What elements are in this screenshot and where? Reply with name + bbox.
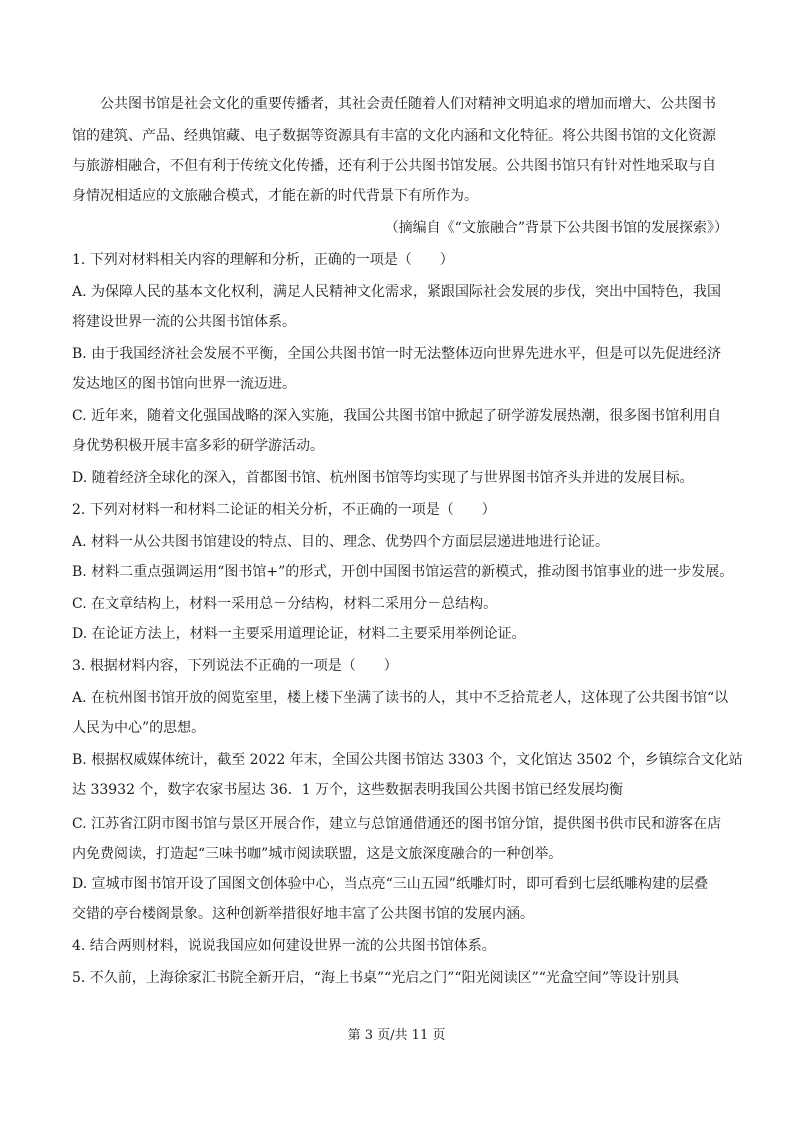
passage-line-3: 与旅游相融合，不但有利于传统文化传播，还有利于公共图书馆发展。公共图书馆只有针对性地采取与自 <box>72 158 716 174</box>
question-1-option-a-line-2: 将建设世界一流的公共图书馆体系。 <box>72 314 296 330</box>
passage-line-4: 身情况相适应的文旅融合模式，才能在新的时代背景下有所作为。 <box>72 188 478 204</box>
question-3-stem: 3. 根据材料内容，下列说法不正确的一项是（ ） <box>72 658 398 674</box>
question-3-option-d-line-1: D. 宣城市图书馆开设了国图文创体验中心，当点亮“三山五园”纸雕灯时，即可看到七层纸雕构建的层叠 <box>72 876 708 892</box>
question-3-option-c-line-1: C. 江苏省江阴市图书馆与景区开展合作，建立与总馆通借通还的图书馆分馆，提供图书供市民和游客在店 <box>72 816 722 832</box>
question-5-stem: 5. 不久前，上海徐家汇书院全新开启，“海上书桌”“光启之门”“阳光阅读区”“光盒空间”等设计别具 <box>72 970 680 986</box>
question-3-option-b-line-2: 达 33932 个，数字农家书屋达 36．1 万个，这些数据表明我国公共图书馆已经发展均衡 <box>72 782 624 798</box>
question-2-option-c: C. 在文章结构上，材料一采用总－分结构，材料二采用分－总结构。 <box>72 596 498 612</box>
question-3-option-b-line-1: B. 根据权威媒体统计，截至 2022 年末，全国公共图书馆达 3303 个，文化馆达 3502 个，乡镇综合文化站 <box>72 752 743 768</box>
question-1-option-a-line-1: A. 为保障人民的基本文化权利，满足人民精神文化需求，紧跟国际社会发展的步伐，突出中国特色，我国 <box>72 284 722 300</box>
question-1-option-b-line-1: B. 由于我国经济社会发展不平衡，全国公共图书馆一时无法整体迈向世界先进水平，但是可以先促进经济 <box>72 346 722 362</box>
question-1-option-d: D. 随着经济全球化的深入，首都图书馆、杭州图书馆等均实现了与世界图书馆齐头并进的发展目标。 <box>72 470 694 486</box>
question-3-option-d-line-2: 交错的亭台楼阁景象。这种创新举措很好地丰富了公共图书馆的发展内涵。 <box>72 906 534 922</box>
passage-line-1: 公共图书馆是社会文化的重要传播者，其社会责任随着人们对精神文明追求的增加而增大、公共图书 <box>72 96 716 112</box>
question-1-option-b-line-2: 发达地区的图书馆向世界一流迈进。 <box>72 376 296 392</box>
question-2-stem: 2. 下列对材料一和材料二论证的相关分析，不正确的一项是（ ） <box>72 502 496 518</box>
question-1-option-c-line-1: C. 近年来，随着文化强国战略的深入实施，我国公共图书馆中掀起了研学游发展热潮，很多图书馆利用自 <box>72 408 722 424</box>
question-2-option-d: D. 在论证方法上，材料一主要采用道理论证，材料二主要采用举例论证。 <box>72 626 526 642</box>
question-2-option-a: A. 材料一从公共图书馆建设的特点、目的、理念、优势四个方面层层递进地进行论证。 <box>72 534 610 550</box>
passage-source: （摘编自《“文旅融合”背景下公共图书馆的发展探索》） <box>384 220 728 236</box>
question-4-stem: 4. 结合两则材料，说说我国应如何建设世界一流的公共图书馆体系。 <box>72 938 496 954</box>
question-1-option-c-line-2: 身优势积极开展丰富多彩的研学游活动。 <box>72 438 324 454</box>
question-3-option-c-line-2: 内免费阅读，打造起“三味书咖”城市阅读联盟，这是文旅深度融合的一种创举。 <box>72 846 563 862</box>
page-number-footer: 第 3 页/共 11 页 <box>347 1028 446 1043</box>
passage-line-2: 馆的建筑、产品、经典馆藏、电子数据等资源具有丰富的文化内涵和文化特征。将公共图书馆的文化资源 <box>72 128 716 144</box>
question-1-stem: 1. 下列对材料相关内容的理解和分析，正确的一项是（ ） <box>72 252 454 268</box>
question-3-option-a-line-2: 人民为中心”的思想。 <box>72 720 206 736</box>
question-3-option-a-line-1: A. 在杭州图书馆开放的阅览室里，楼上楼下坐满了读书的人，其中不乏拾荒老人，这体现了公共图书馆“以 <box>72 690 729 706</box>
question-2-option-b: B. 材料二重点强调运用“图书馆+”的形式，开创中国图书馆运营的新模式，推动图书馆事业的进一步发展。 <box>72 564 734 580</box>
